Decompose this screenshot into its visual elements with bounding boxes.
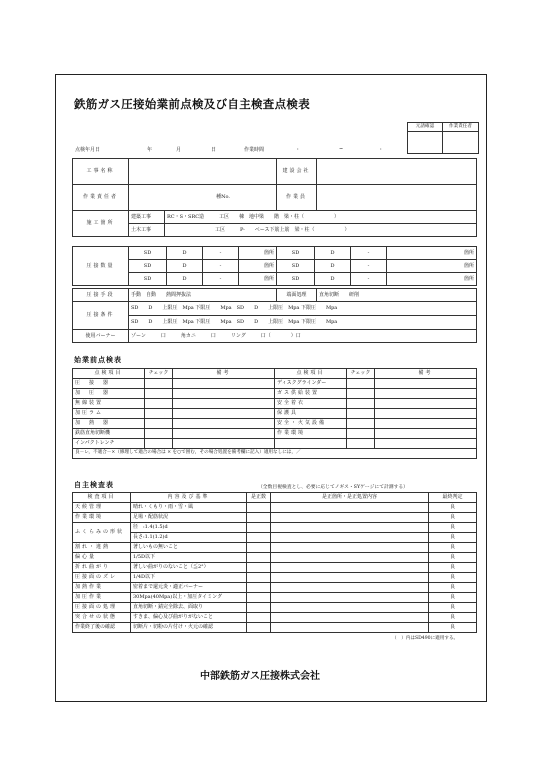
month-label: 月 bbox=[176, 147, 182, 153]
work-manager-stamp bbox=[443, 132, 479, 154]
self-check-criteria: 径 :1.4(1.5)d bbox=[131, 523, 247, 533]
qty-dash: - bbox=[351, 260, 387, 273]
correction-count[interactable] bbox=[247, 503, 271, 513]
signature-table bbox=[407, 122, 479, 154]
qty-dash: - bbox=[351, 247, 387, 260]
prime-check-stamp bbox=[408, 132, 443, 154]
pre-check-remark[interactable] bbox=[375, 429, 477, 439]
self-check-criteria: 著しい曲がりのないこと（≦2°） bbox=[131, 563, 247, 573]
correction-count[interactable] bbox=[247, 603, 271, 613]
final-judgement: 良 bbox=[429, 593, 477, 603]
edge-label: 端面処理 bbox=[277, 289, 317, 302]
cert-no-label: 種No. bbox=[129, 185, 277, 211]
pre-check-item: 安全・火気設備 bbox=[275, 419, 347, 429]
self-check-header: 是正数 bbox=[247, 493, 271, 503]
time-colon-2: : bbox=[380, 146, 382, 152]
quantity-table bbox=[72, 246, 477, 286]
qty-grade: SD bbox=[277, 247, 315, 260]
building-work-label: 建築工事 bbox=[129, 211, 165, 224]
qty-diameter: D bbox=[315, 260, 351, 273]
correction-count[interactable] bbox=[247, 543, 271, 553]
civil-detail: 工区 P- ベース下筋上筋 梁・柱（ ） bbox=[165, 224, 477, 237]
pre-check-box[interactable] bbox=[145, 409, 173, 419]
pre-check-remark[interactable] bbox=[173, 409, 275, 419]
self-check-criteria: 切断片・切粉の片付け・火元の確認 bbox=[131, 623, 247, 633]
correction-detail[interactable] bbox=[271, 523, 429, 533]
self-check-criteria: 長さ:1.1(1.2)d bbox=[131, 533, 247, 543]
qty-unit: 箇所 bbox=[239, 273, 277, 286]
pre-check-box[interactable] bbox=[145, 399, 173, 409]
correction-detail[interactable] bbox=[271, 583, 429, 593]
time-tilde: ~ bbox=[339, 146, 344, 152]
qty-grade: SD bbox=[129, 247, 167, 260]
correction-detail[interactable] bbox=[271, 503, 429, 513]
project-info-table bbox=[72, 158, 477, 237]
self-check-item: 天候管理 bbox=[73, 503, 131, 513]
pre-check-item: ガス供給装置 bbox=[275, 389, 347, 399]
pre-check-box[interactable] bbox=[145, 439, 173, 449]
pre-check-remark[interactable] bbox=[375, 399, 477, 409]
pre-check-box[interactable] bbox=[347, 389, 375, 399]
pre-check-item: 保護具 bbox=[275, 409, 347, 419]
prime-check-label: 元請確認 bbox=[408, 123, 443, 132]
correction-count[interactable] bbox=[247, 573, 271, 583]
pre-check-remark[interactable] bbox=[375, 439, 477, 449]
work-time-label: 作業時間 bbox=[244, 147, 265, 153]
condition-row: SD D 上限圧 Mpa 下限圧 Mpa SD D 上限圧 Mpa 下限圧 Mpa bbox=[129, 316, 477, 330]
correction-detail[interactable] bbox=[271, 613, 429, 623]
correction-count[interactable] bbox=[247, 523, 271, 533]
self-check-header: 内容及び基準 bbox=[131, 493, 247, 503]
final-judgement: 良 bbox=[429, 523, 477, 533]
qty-grade: SD bbox=[277, 260, 315, 273]
qty-unit: 箇所 bbox=[239, 247, 277, 260]
pre-check-item: 安全着衣 bbox=[275, 399, 347, 409]
correction-count[interactable] bbox=[247, 613, 271, 623]
pre-check-box[interactable] bbox=[347, 399, 375, 409]
edge-value: 直角切断 研削 bbox=[317, 289, 477, 302]
self-check-item: 突合せの状態 bbox=[73, 613, 131, 623]
final-judgement: 良 bbox=[429, 563, 477, 573]
correction-count[interactable] bbox=[247, 533, 271, 543]
final-judgement: 良 bbox=[429, 583, 477, 593]
condition-label: 圧接条件 bbox=[73, 302, 129, 330]
qty-diameter: D bbox=[167, 260, 203, 273]
correction-count[interactable] bbox=[247, 513, 271, 523]
self-check-criteria: 晴れ・くもり・雨・雪・風 bbox=[131, 503, 247, 513]
burner-label: 使用バーナー bbox=[73, 330, 129, 343]
pre-check-header: チェック bbox=[347, 369, 375, 379]
pre-check-remark[interactable] bbox=[173, 429, 275, 439]
pre-check-item: 加 熱 器 bbox=[73, 419, 145, 429]
self-check-item: 偏心量 bbox=[73, 553, 131, 563]
self-check-item: 加圧作業 bbox=[73, 593, 131, 603]
self-check-header: 検査項目 bbox=[73, 493, 131, 503]
self-check-criteria: 直角切断・錆完全除去、面取り bbox=[131, 603, 247, 613]
correction-detail[interactable] bbox=[271, 553, 429, 563]
time-colon-1: : bbox=[297, 146, 299, 152]
self-check-criteria: すきま、偏心及び曲がりがないこと bbox=[131, 613, 247, 623]
self-check-criteria: 密着まで還元炎・適正バーナー bbox=[131, 583, 247, 593]
pre-check-remark[interactable] bbox=[173, 439, 275, 449]
self-check-item: 折れ曲がり bbox=[73, 563, 131, 573]
self-check-heading: 自主検査表 bbox=[74, 480, 114, 489]
date-line bbox=[75, 146, 405, 154]
qty-grade: SD bbox=[129, 260, 167, 273]
correction-count[interactable] bbox=[247, 593, 271, 603]
document-title: 鉄筋ガス圧接始業前点検及び自主検査点検表 bbox=[74, 97, 310, 111]
final-judgement: 良 bbox=[429, 623, 477, 633]
self-check-criteria: 著しいもの無いこと bbox=[131, 543, 247, 553]
pre-check-remark[interactable] bbox=[375, 389, 477, 399]
qty-diameter: D bbox=[167, 273, 203, 286]
pre-check-box[interactable] bbox=[347, 429, 375, 439]
pre-check-item: ディスクグラインダー bbox=[275, 379, 347, 389]
qty-unit: 箇所 bbox=[387, 273, 477, 286]
pre-check-box[interactable] bbox=[145, 419, 173, 429]
method-value: 手動 自動 熱間押抜法 bbox=[129, 289, 277, 302]
final-judgement: 良 bbox=[429, 603, 477, 613]
qty-dash: - bbox=[203, 273, 239, 286]
correction-detail[interactable] bbox=[271, 593, 429, 603]
qty-unit: 箇所 bbox=[387, 247, 477, 260]
pre-check-remark[interactable] bbox=[375, 419, 477, 429]
pre-check-box[interactable] bbox=[347, 409, 375, 419]
location-label: 施工箇所 bbox=[73, 211, 129, 237]
correction-detail[interactable] bbox=[271, 573, 429, 583]
work-manager-label: 作業責任者 bbox=[443, 123, 479, 132]
self-check-table bbox=[72, 492, 477, 633]
pre-check-remark[interactable] bbox=[375, 409, 477, 419]
pre-check-header: 備考 bbox=[375, 369, 477, 379]
qty-dash: - bbox=[203, 247, 239, 260]
self-check-criteria: 1/5D以下 bbox=[131, 553, 247, 563]
pre-check-table bbox=[72, 368, 477, 459]
burner-value: ゾーン 口 角カニ 口 リング 口（ ）口 bbox=[129, 330, 477, 343]
building-detail: RC・S・SRC造 工区 棟 地中梁 階 梁・柱（ ） bbox=[165, 211, 477, 224]
pre-check-item: インパクトレンチ bbox=[73, 439, 145, 449]
qty-diameter: D bbox=[167, 247, 203, 260]
project-name-label: 工事名称 bbox=[73, 159, 129, 185]
pre-check-box[interactable] bbox=[145, 429, 173, 439]
pre-check-item: 無線装置 bbox=[73, 399, 145, 409]
final-judgement: 良 bbox=[429, 533, 477, 543]
pre-check-item: 加圧ラム bbox=[73, 409, 145, 419]
pre-check-item: 鉄筋直角切断機 bbox=[73, 429, 145, 439]
qty-diameter: D bbox=[315, 247, 351, 260]
inspection-date-label: 点検年月日 bbox=[75, 147, 101, 153]
pre-check-box[interactable] bbox=[347, 419, 375, 429]
worker-value bbox=[317, 185, 477, 211]
manager-label: 作業責任者 bbox=[73, 185, 129, 211]
pre-check-remark[interactable] bbox=[173, 379, 275, 389]
self-check-header: 是正箇所・是正処置内容 bbox=[271, 493, 429, 503]
pre-check-box[interactable] bbox=[347, 439, 375, 449]
correction-count[interactable] bbox=[247, 553, 271, 563]
pressure-condition-table bbox=[72, 288, 477, 343]
pre-check-remark[interactable] bbox=[173, 389, 275, 399]
pre-check-box[interactable] bbox=[145, 379, 173, 389]
company-name: 中部鉄筋ガス圧接株式会社 bbox=[200, 671, 320, 682]
self-check-item: 圧接面の処理 bbox=[73, 603, 131, 613]
pre-check-remark[interactable] bbox=[173, 399, 275, 409]
qty-diameter: D bbox=[315, 273, 351, 286]
self-check-note: （全数目視検査とし、必要に応じてノギス・SYゲージにて計測する） bbox=[258, 485, 408, 490]
self-check-item: 作業終了後の確認 bbox=[73, 623, 131, 633]
pre-check-header: 点検項目 bbox=[275, 369, 347, 379]
pre-check-item bbox=[275, 439, 347, 449]
day-label: 日 bbox=[211, 147, 217, 153]
pre-check-header: チェック bbox=[145, 369, 173, 379]
pre-check-header: 備考 bbox=[173, 369, 275, 379]
final-judgement: 良 bbox=[429, 613, 477, 623]
self-check-item: ふくらみの形状 bbox=[73, 523, 131, 543]
pre-check-item: 加 圧 器 bbox=[73, 389, 145, 399]
pre-check-header: 点検項目 bbox=[73, 369, 145, 379]
final-judgement: 良 bbox=[429, 543, 477, 553]
year-label: 年 bbox=[147, 147, 153, 153]
pre-check-box[interactable] bbox=[347, 379, 375, 389]
final-judgement: 良 bbox=[429, 553, 477, 563]
self-check-item: 割れ・違熱 bbox=[73, 543, 131, 553]
self-check-header: 最終判定 bbox=[429, 493, 477, 503]
project-name-value bbox=[129, 159, 277, 185]
self-check-item: 圧接面のズレ bbox=[73, 573, 131, 583]
pre-check-item: 作業環境 bbox=[275, 429, 347, 439]
correction-count[interactable] bbox=[247, 563, 271, 573]
qty-label: 圧接数量 bbox=[73, 247, 129, 286]
pre-check-heading: 始業前点検表 bbox=[74, 355, 122, 364]
correction-detail[interactable] bbox=[271, 603, 429, 613]
footnote: （ ）内はSD490に適用する。 bbox=[392, 636, 459, 641]
pre-check-remark[interactable] bbox=[173, 419, 275, 429]
qty-dash: - bbox=[351, 273, 387, 286]
worker-label: 作業員 bbox=[277, 185, 317, 211]
final-judgement: 良 bbox=[429, 573, 477, 583]
qty-grade: SD bbox=[277, 273, 315, 286]
correction-detail[interactable] bbox=[271, 513, 429, 523]
pre-check-item: 圧 接 器 bbox=[73, 379, 145, 389]
final-judgement: 良 bbox=[429, 503, 477, 513]
pre-check-box[interactable] bbox=[145, 389, 173, 399]
self-check-item: 加熱作業 bbox=[73, 583, 131, 593]
self-check-criteria: 30Mpa(40Mpa)以上・加圧タイミング bbox=[131, 593, 247, 603]
final-judgement: 良 bbox=[429, 513, 477, 523]
self-check-criteria: 足場・配筋状況 bbox=[131, 513, 247, 523]
correction-detail[interactable] bbox=[271, 543, 429, 553]
correction-detail[interactable] bbox=[271, 623, 429, 633]
method-label: 圧接手段 bbox=[73, 289, 129, 302]
condition-row: SD D 上限圧 Mpa 下限圧 Mpa SD D 上限圧 Mpa 下限圧 Mpa bbox=[129, 302, 477, 316]
correction-detail[interactable] bbox=[271, 563, 429, 573]
pre-check-note: 良－レ，不適合－×（修理して適合の場合は × を○で囲む，その場合処置を備考欄に記入）適用なしには，／ bbox=[73, 449, 477, 459]
contractor-value bbox=[317, 159, 477, 185]
pre-check-remark[interactable] bbox=[375, 379, 477, 389]
contractor-label: 建設会社 bbox=[277, 159, 317, 185]
qty-unit: 箇所 bbox=[387, 260, 477, 273]
qty-dash: - bbox=[203, 260, 239, 273]
correction-count[interactable] bbox=[247, 583, 271, 593]
qty-unit: 箇所 bbox=[239, 260, 277, 273]
civil-work-label: 土木工事 bbox=[129, 224, 165, 237]
self-check-item: 作業環境 bbox=[73, 513, 131, 523]
correction-count[interactable] bbox=[247, 623, 271, 633]
correction-detail[interactable] bbox=[271, 533, 429, 543]
self-check-criteria: 1/4D以下 bbox=[131, 573, 247, 583]
qty-grade: SD bbox=[129, 273, 167, 286]
